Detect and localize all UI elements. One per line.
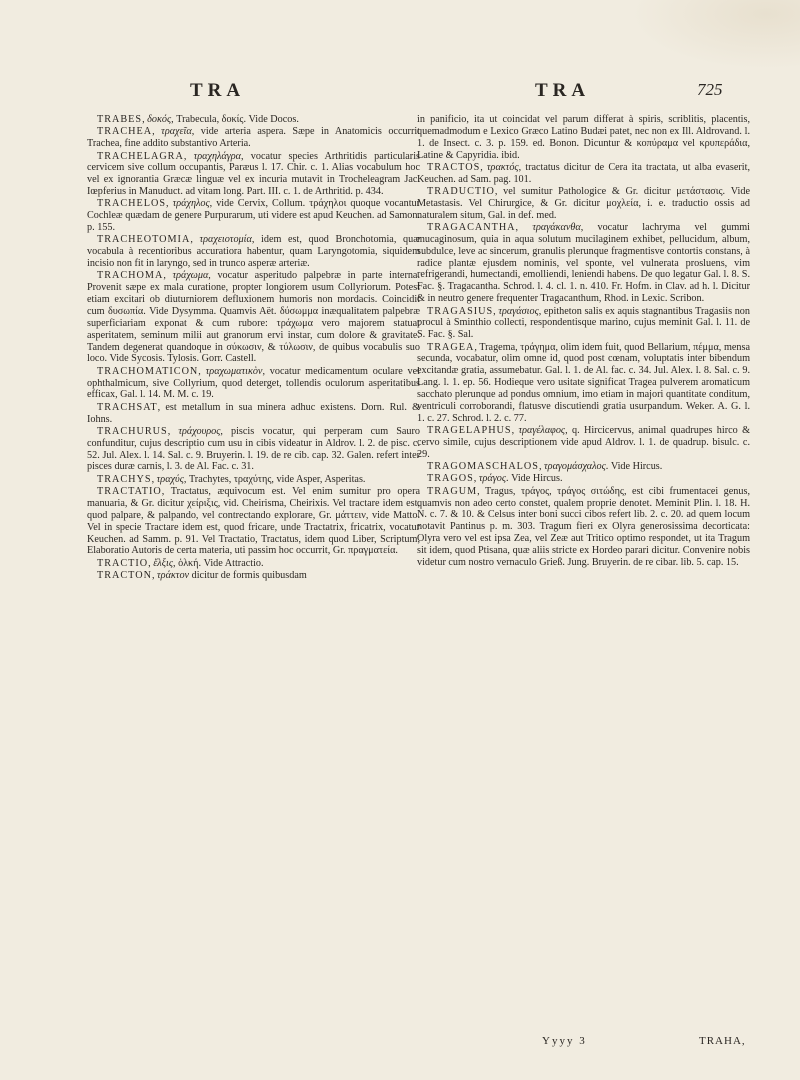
entry-lemma: TRACHEA <box>97 126 153 138</box>
entry-text: in panificio, ita ut coincidat vel parum differat à spiris, scriblitis, placentis, quemadmodum e Lexico Græco Latino Budæi patet, nec non ex Ill. Aldrovand. l. 1. de Insect. c. 3. p. 159. ed. Bonon. Dicuntur & κοπύραμα vel κρυπεράδια, Latine & Capyridia. ibid. <box>417 114 750 161</box>
entry-text: , epitheton salis ex aquis stagnantibus Tragasiis non procul à Sminthio collecti, respondentisque marino, cujus meminit Gal. l. 11. de S. Fac. §. Sal. <box>417 305 750 341</box>
running-head-left: TRA <box>190 80 246 101</box>
entry-text: , Trabecula, δοκίς. Vide Docos. <box>171 114 299 125</box>
entry-text: , Tragema, τράγημα, olim idem fuit, quod Bellarium, πέμμα, mensa secunda, vocabatur, olim omne id, quod post cœnam, voluptatis inter bibendum excitandæ gratia, assumebatur. Gal. l. 1. de Al. fac. c. 34. Jul. Alex. l. 8. Sal. c. 9. Lang. l. 1. ep. 56. Hodieque vero usitate significat Tragea pulverem aromaticum sacchato plerunque ad pondus omnium, imo etiam in majori quantitate conditum, ventriculi corroborandi, flatusve discutiendi gratia usurpandum. Weker. A. G. l. 1. c. 27. Schrod. l. 2. c. 77. <box>417 341 750 424</box>
entry-lemma: TRADUCTIO <box>427 186 495 198</box>
dictionary-entry: TRACHOMA, τράχωμα, vocatur asperitudo palpebræ in parte interna. Provenit sæpe ex mala curatione, propter longiorem usum Collyriorum. Potest etiam excitari ob diuturniorem defluxionem humoris non mordacis. Coincidit cum δυσωπία. Vide Dysymma. Quamvis Aët. δύσωμμα inæqualitatem palpebræ superficiariam exponat & cum rubore: τράχωμα vero majorem statuat asperitatem, seminum milii aut granorum ervi instar, cum dolore & gravitate. Tandem degenerat quandoque in σύκωσιν, & τύλωσιν, de quibus vocabulis suo loco. Vide Sycosis. Tylosis. Gorr. Castell. <box>87 270 420 365</box>
dictionary-entry: TRACTOS, τρακτός, tractatus dicitur de Cera ita tractata, ut alba evaserit, Keuchen. ad Sam. pag. 101. <box>417 161 750 185</box>
entry-greek: τράχωμα <box>172 270 209 282</box>
entry-text: , vocatur asperitudo palpebræ in parte interna. Provenit sæpe ex mala curatione, propter longiorem usum Collyriorum. Potest etiam excitari ob diuturniorem defluxionem humoris non mordacis. Coincidit cum δυσωπία. Vide Dysymma. Quamvis Aët. δύσωμμα inæqualitatem palpebræ superficiariam exponat & cum rubore: τράχωμα vero majorem statuat asperitatem, seminum milii aut granorum ervi instar, cum dolore & gravitate. Tandem degenerat quandoque in σύκωσιν, & τύλωσιν, de quibus vocabulis suo loco. Vide Sycosis. Tylosis. Gorr. Castell. <box>87 270 420 365</box>
entry-lemma: TRAGEA <box>427 341 475 353</box>
entry-text: . Vide Hircus. <box>506 473 563 485</box>
entry-lemma: TRAGACANTHA <box>427 222 516 234</box>
entry-lemma: TRACHURUS <box>97 425 168 437</box>
entry-text: , Trachytes, τραχύτης, vide Asper, Asperitas. <box>183 473 366 485</box>
entry-text: , ὁλκή. Vide Attractio. <box>173 557 264 569</box>
entry-lemma: TRACHOMATICON <box>97 365 199 377</box>
entry-greek: τραχειοτομία <box>199 234 252 246</box>
dictionary-entry: TRACHOMATICON, τραχωματικὸν, vocatur medicamentum oculare vel ophthalmicum, sive Collyrium, quod deterget, tollendis oculorum asperitatibus efficax, Gal. l. 14. M. M. c. 19. <box>87 365 420 401</box>
page-number: 725 <box>697 80 723 99</box>
entry-text: , tractatus dicitur de Cera ita tractata, ut alba evaserit, Keuchen. ad Sam. pag. 101. <box>417 161 750 185</box>
entry-text: , vel sumitur Pathologice & Gr. dicitur μετάστασις. Vide Metastasis. Vel Chirurgice, & Gr. dicitur μοχλεία, i. e. traductio ossis ad naturalem situm, Gal. in def. med. <box>417 186 750 221</box>
paper-stain <box>630 0 800 70</box>
entry-greek: τραχωματικὸν <box>205 365 263 377</box>
entry-greek: τραγάσιος <box>498 305 539 317</box>
dictionary-entry <box>417 114 750 161</box>
dictionary-entry: TRAGELAPHUS, τραγέλαφος, q. Hircicervus, animal quadrupes hirco & cervo simile, cujus descriptionem vide apud Aldrov. l. 1. de quadrup. bisulc. c. 29. <box>417 424 751 460</box>
entry-text: , vocatur species Arthritidis particularis cervicem sive collum occupantis, Paræus l. 17. Chir. c. 1. Alias vocabulum hoc vel ex ignorantia Græcæ linguæ vel ex incuria mutavit in Trocheleagram Jac. Iœpferius in Manuduct. ad vitam long. Part. III. c. 1. de Arthritid. p. 434. <box>87 150 420 198</box>
entry-text: , vocatur medicamentum oculare vel ophthalmicum, sive Collyrium, quod deterget, tollendis oculorum asperitatibus efficax, Gal. l. 14. M. M. c. 19. <box>87 365 420 401</box>
entry-lemma: TRAGUM <box>427 485 478 497</box>
entry-greek: τραχεῖα <box>161 126 192 138</box>
entry-lemma: TRAGASIUS <box>427 305 494 317</box>
entry-greek: τραχύς <box>156 473 184 485</box>
entry-lemma: TRACTIO <box>97 557 149 569</box>
catchword: TRAHA, <box>699 1035 746 1047</box>
dictionary-entry: TRAGASIUS, τραγάσιος, epitheton salis ex aquis stagnantibus Tragasiis non procul à Sminthio collecti, respondentisque marino, cujus meminit Gal. l. 11. de S. Fac. §. Sal. <box>417 305 750 341</box>
dictionary-entry: TRABES, δοκός, Trabecula, δοκίς. Vide Docos. <box>97 114 299 125</box>
dictionary-entry: TRACHELOS, τράχηλος, vide Cervix, Collum. τράχηλοι quoque vocantur Cochleæ quædam de genere Purpurarum, uti videre est apud Keuchen. ad Samon. p. 155. <box>87 198 421 234</box>
entry-greek: τράκτον <box>157 570 190 582</box>
entry-text: , piscis vocatur, qui perperam cum Sauro confunditur, cujus descriptio cum usu in cibis videatur in Aldrov. l. 2. de pisc. c. 52. Jul. Alex. l. 14. Sal. c. 9. Bruyerin. l. 19. de re cib. cap. 32. Galen. refert inter pisces duræ carnis, l. 3. de Al. Fac. c. 31. <box>87 425 421 473</box>
entry-lemma: TRACHYS <box>97 473 152 485</box>
entry-text: , q. Hircicervus, animal quadrupes hirco & cervo simile, cujus descriptionem vide apud Aldrov. l. 1. de quadrup. bisulc. c. 29. <box>417 424 751 460</box>
dictionary-entry: TRACHELAGRA, τραχηλάγρα, vocatur species Arthritidis particularis cervicem sive collum occupantis, Paræus l. 17. Chir. c. 1. Alias vocabulum hoc vel ex ignorantia Græcæ linguæ vel ex incuria mutavit in Trocheleagram Jac. Iœpferius in Manuduct. ad vitam long. Part. III. c. 1. de Arthritid. p. 434. <box>87 150 420 198</box>
entry-greek: τραγομάσχαλος <box>544 460 606 472</box>
entry-lemma: TRACTON <box>97 570 152 582</box>
entry-greek: τράχουρος <box>178 425 221 437</box>
entry-lemma: TRACHSAT <box>97 401 158 413</box>
entry-greek: τράγος <box>478 473 506 485</box>
entry-lemma: TRACHEOTOMIA <box>97 234 191 246</box>
dictionary-entry: TRACTON, τράκτον dicitur de formis quibusdam <box>97 570 307 582</box>
dictionary-entry: TRACTIO, ἕλξις, ὁλκή. Vide Attractio. <box>97 557 264 569</box>
dictionary-entry <box>87 486 420 557</box>
entry-text: , Tragus, τράγος, τράγος σιτώδης, est cibi frumentacei genus, quamvis non adeo certo constet, qualem proprie denotet. Meminit Plin. l. 18. H. N. c. 7. & 10. & Celsus inter boni succi cibos refert lib. 2. c. 20. ad quem locum notavit Pantinus p. m. 303. Tragum fieri ex Olyra generosissima decorticata: Olyra vero vel est ipsa Zea, vel Zeæ aut Tritico optimo respondet, ut ita Tragum sit idem, quod Ptisana, quæ aliis stricte ex Hordeo parari dicitur. Convenire nobis videtur cum nostro vernaculo Grieß. Jung. Bruyerin. de re cibar. lib. 5. cap. 15. <box>417 485 750 568</box>
entry-lemma: TRACHOMA <box>97 270 164 282</box>
dictionary-entry: TRACHURUS, τράχουρος, piscis vocatur, qui perperam cum Sauro confunditur, cujus descriptio cum usu in cibis videatur in Aldrov. l. 2. de pisc. c. 52. Jul. Alex. l. 14. Sal. c. 9. Bruyerin. l. 19. de re cib. cap. 32. Galen. refert inter pisces duræ carnis, l. 3. de Al. Fac. c. 31. <box>87 425 421 473</box>
entry-greek: τραγάκανθα <box>532 222 581 234</box>
dictionary-entry: TRAGOS, τράγος. Vide Hircus. <box>427 473 563 485</box>
entry-text: , vocatur lachryma vel gummi mucaginosum, quia in aqua solutum mucilaginem exhibet, pellucidum, album, subdulce, leve ac sincerum, granulis plerunque fragmentisve contortis constans, à radice plantæ ejusdem nominis, vel sponte, vel vulnerata prosluens, vim refrigerandi, humectandi, emolliendi, leniendi habens. De quo legatur Gal. l. 8. S. Fac. §. Tragacantha. Schrod. l. 4. cl. 1. n. 410. Fr. Hofm. in Clav. ad h. l. Dicitur & in neutro genere frequenter Tragacanthum, Rhod. in Lexic. Scribon. <box>417 222 750 305</box>
entry-text: , idem est, quod Bronchotomia, quæ vocabula à recentioribus accuratiora habentur, quam Laryngotomia, siquidem incisio non fit in laryngo, sed in trunco asperæ arteriæ. <box>87 234 420 270</box>
dictionary-entry <box>417 342 750 425</box>
entry-text: dicitur de formis quibusdam <box>189 570 307 582</box>
entry-greek: ἕλξις <box>153 557 174 569</box>
entry-greek: τράχηλος <box>172 198 210 210</box>
dictionary-entry <box>87 402 420 426</box>
left-column <box>87 114 420 582</box>
dictionary-entry: TRAGOMASCHALOS, τραγομάσχαλος. Vide Hircus. <box>427 460 663 472</box>
entry-greek: τραχηλάγρα <box>193 150 242 162</box>
entry-greek: τρακτός <box>486 161 519 173</box>
entry-text: , Tractatus, æquivocum est. Vel enim sumitur pro opera manuaria, & Gr. dicitur χείριξις, vid. Cheirisma, Cheirixis. Vel tractare idem est, quod palpare, & palpando, vel contrectando explorare, Gr. μάττειν, vide Matto. Vel in specie Tractare idem est, quod fricare, unde Tractatrix, fricatrix, vocatur Keuchen. ad Samm. p. 91. Vel Tractatio, Tractatus, idem quod Liber, Scriptum, Elaboratio Autoris de certa materia, uti passim hoc occurrit, Gr. πραγματεία. <box>87 486 420 557</box>
right-column <box>417 114 750 569</box>
running-head-right: TRA <box>535 80 591 101</box>
entry-text: , est metallum in sua minera adhuc existens. Dorn. Rul. & Iohns. <box>87 401 420 425</box>
dictionary-entry: TRAGACANTHA, τραγάκανθα, vocatur lachryma vel gummi mucaginosum, quia in aqua solutum mucilaginem exhibet, pellucidum, album, subdulce, leve ac sincerum, granulis plerunque fragmentisve contortis constans, à radice plantæ ejusdem nominis, vel sponte, vel vulnerata prosluens, vim refrigerandi, humectandi, emolliendi, leniendi habens. De quo legatur Gal. l. 8. S. Fac. §. Tragacantha. Schrod. l. 4. cl. 1. n. 410. Fr. Hofm. in Clav. ad h. l. Dicitur & in neutro genere frequenter Tragacanthum, Rhod. in Lexic. Scribon. <box>417 222 750 305</box>
entry-lemma: TRACTOS <box>427 161 481 173</box>
entry-greek: δοκός <box>147 114 172 125</box>
dictionary-entry: TRACHEA, τραχεῖα, vide arteria aspera. Sæpe in Anatomicis occurrit Trachea, fine addito substantivo Arteria. <box>87 126 421 150</box>
entry-lemma: TRAGELAPHUS <box>427 424 512 436</box>
entry-text: , vide arteria aspera. Sæpe in Anatomicis occurrit Trachea, fine addito substantivo Arteria. <box>87 126 421 150</box>
entry-lemma: TRACHELOS <box>97 198 166 210</box>
entry-lemma: TRABES <box>97 114 143 125</box>
dictionary-entry: TRACHEOTOMIA, τραχειοτομία, idem est, quod Bronchotomia, quæ vocabula à recentioribus accuratiora habentur, quam Laryngotomia, siquidem incisio non fit in laryngo, sed in trunco asperæ arteriæ. <box>87 234 420 270</box>
entry-lemma: TRAGOMASCHALOS <box>427 460 539 472</box>
dictionary-entry: TRACHYS, τραχύς, Trachytes, τραχύτης, vide Asper, Asperitas. <box>97 473 366 485</box>
dictionary-entry <box>417 186 750 222</box>
entry-text: , vide Cervix, Collum. τράχηλοι quoque vocantur Cochleæ quædam de genere Purpurarum, uti videre est apud Keuchen. ad Samon. p. 155. <box>87 198 421 234</box>
entry-text: . Vide Hircus. <box>605 460 663 472</box>
entry-lemma: TRACHELAGRA <box>97 150 184 162</box>
entry-greek: τραγέλαφος <box>518 424 566 436</box>
dictionary-entry <box>417 486 750 569</box>
signature-mark: Yyyy 3 <box>542 1035 587 1047</box>
entry-lemma: TRAGOS <box>427 473 474 485</box>
entry-lemma: TRACTATIO <box>97 486 162 498</box>
